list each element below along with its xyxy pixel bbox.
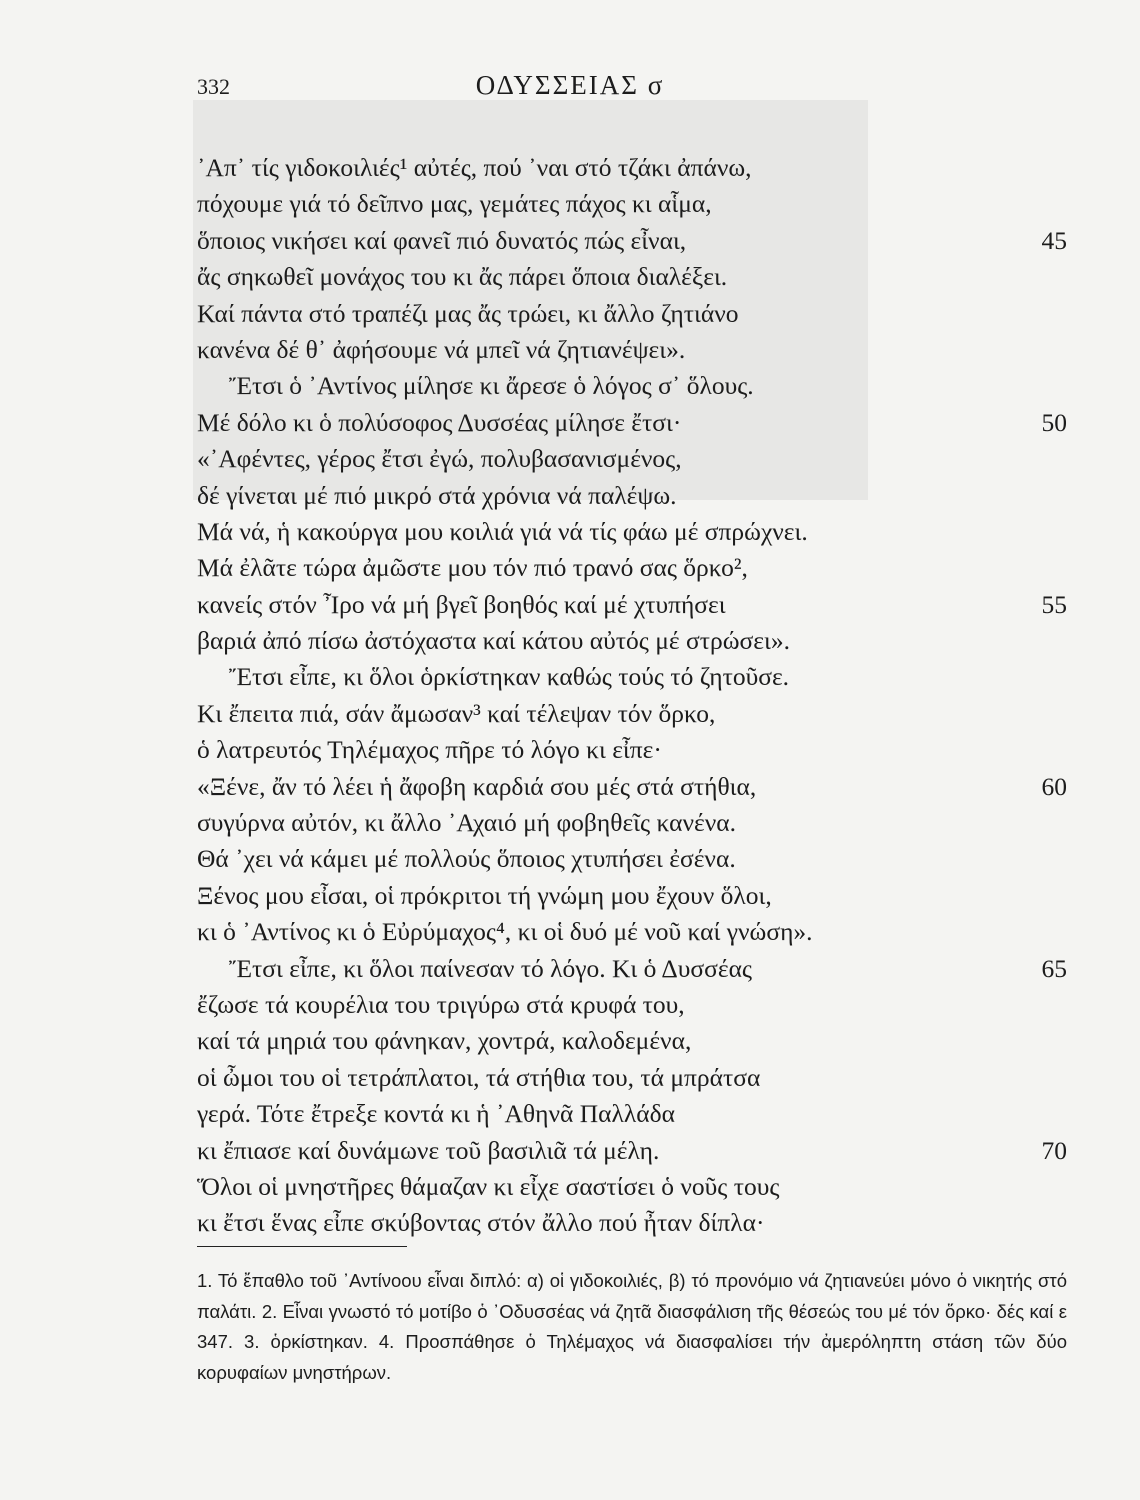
- verse-text: Ἔτσι ὁ ᾿Αντίνος μίλησε κι ἄρεσε ὁ λόγος σ᾿ ὅλους.: [229, 371, 754, 401]
- verse-text: κι ὁ ᾿Αντίνος κι ὁ Εὐρύμαχος⁴, κι οἱ δυό μέ νοῦ καί γνώση».: [197, 917, 813, 947]
- verse-line: [197, 441, 1067, 477]
- verse-line: [197, 332, 1067, 368]
- running-head: ΟΔΥΣΣΕΙΑΣ σ: [475, 70, 665, 100]
- verse-line: [197, 478, 1067, 514]
- verse-line: [197, 587, 1067, 623]
- verse-line: [197, 659, 1067, 695]
- verse-line: [197, 987, 1067, 1023]
- verse-line: [197, 550, 1067, 586]
- line-number: 70: [1041, 1135, 1067, 1165]
- verse-text: Καί πάντα στό τραπέζι μας ἄς τρώει, κι ἄλλο ζητιάνο: [197, 298, 739, 328]
- verse-line: [197, 623, 1067, 659]
- footnote-rule: [197, 1246, 407, 1247]
- verse-line: [197, 186, 1067, 222]
- verse-line: [197, 951, 1067, 987]
- verse-line: [197, 696, 1067, 732]
- verse-text: «Ξένε, ἄν τό λέει ἡ ἄφοβη καρδιά σου μές στά στήθια,: [197, 771, 757, 801]
- verse-text: οἱ ὦμοι του οἱ τετράπλατοι, τά στήθια του, τά μπράτσα: [197, 1062, 761, 1092]
- verse-line: [197, 1096, 1067, 1132]
- verse-text: καί τά μηριά του φάνηκαν, χοντρά, καλοδεμένα,: [197, 1026, 692, 1056]
- verse-block: [197, 150, 1067, 1242]
- page-number: 332: [197, 74, 230, 99]
- verse-line: [197, 1169, 1067, 1205]
- verse-line: [197, 150, 1067, 186]
- verse-line: [197, 1060, 1067, 1096]
- verse-text: Μά νά, ἡ κακούργα μου κοιλιά γιά νά τίς φάω μέ σπρώχνει.: [197, 516, 808, 546]
- verse-line: [197, 1133, 1067, 1169]
- verse-line: [197, 914, 1067, 950]
- line-number: 55: [1041, 589, 1067, 619]
- verse-text: Ὅλοι οἱ μνηστῆρες θάμαζαν κι εἶχε σαστίσει ὁ νοῦς τους: [197, 1171, 780, 1201]
- verse-text: Ἔτσι εἶπε, κι ὅλοι παίνεσαν τό λόγο. Κι ὁ Δυσσέας: [229, 953, 753, 983]
- verse-text: Κι ἔπειτα πιά, σάν ἄμωσαν³ καί τέλεψαν τόν ὅρκο,: [197, 698, 716, 728]
- verse-text: Θά ᾿χει νά κάμει μέ πολλούς ὅποιος χτυπήσει ἐσένα.: [197, 844, 736, 874]
- verse-line: [197, 732, 1067, 768]
- line-number: 65: [1041, 953, 1067, 983]
- verse-text: Μέ δόλο κι ὁ πολύσοφος Δυσσέας μίλησε ἔτσι·: [197, 407, 682, 437]
- verse-text: ὅποιος νικήσει καί φανεῖ πιό δυνατός πώς εἶναι,: [197, 225, 687, 255]
- verse-line: [197, 368, 1067, 404]
- verse-line: [197, 1023, 1067, 1059]
- verse-text: ᾿Απ᾿ τίς γιδοκοιλιές¹ αὐτές, πού ᾿ναι στό τζάκι ἀπάνω,: [197, 153, 752, 182]
- verse-line: [197, 514, 1067, 550]
- verse-line: [197, 878, 1067, 914]
- verse-text: ὁ λατρευτός Τηλέμαχος πῆρε τό λόγο κι εἶπε·: [197, 735, 662, 765]
- verse-text: συγύρνα αὐτόν, κι ἄλλο ᾿Αχαιό μή φοβηθεῖς κανένα.: [197, 808, 736, 838]
- verse-text: πόχουμε γιά τό δεῖπνο μας, γεμάτες πάχος κι αἷμα,: [197, 189, 712, 219]
- verse-line: [197, 841, 1067, 877]
- verse-text: δέ γίνεται μέ πιό μικρό στά χρόνια νά παλέψω.: [197, 480, 677, 510]
- verse-text: κανένα δέ θ᾿ ἀφήσουμε νά μπεῖ νά ζητιανέψει».: [197, 334, 686, 364]
- verse-line: [197, 769, 1067, 805]
- verse-line: [197, 259, 1067, 295]
- verse-text: κι ἔτσι ἕνας εἶπε σκύβοντας στόν ἄλλο πού ἦταν δίπλα·: [197, 1208, 765, 1238]
- verse-text: κανείς στόν Ἶρο νά μή βγεῖ βοηθός καί μέ χτυπήσει: [197, 589, 726, 619]
- verse-text: κι ἔπιασε καί δυνάμωνε τοῦ βασιλιᾶ τά μέλη.: [197, 1135, 660, 1165]
- verse-line: [197, 1205, 1067, 1241]
- verse-line: [197, 405, 1067, 441]
- verse-text: ἄς σηκωθεῖ μονάχος του κι ἄς πάρει ὅποια διαλέξει.: [197, 262, 728, 292]
- verse-text: Ἔτσι εἶπε, κι ὅλοι ὁρκίστηκαν καθώς τούς τό ζητοῦσε.: [229, 662, 790, 692]
- footnotes: 1. Τό ἔπαθλο τοῦ ᾿Αντίνοου εἶναι διπλό: α) οἱ γιδοκοιλιές, β) τό προνόμιο νά ζητιανεύει μόνο ὁ νικητής στό παλάτι. 2. Εἶναι γνωστό τό μοτίβο ὁ ᾿Οδυσσέας νά ζητᾶ διασφάλιση τῆς θέσεώς του μέ τόν ὅρκο· δές καί ε 347. 3. ὁρκίστηκαν. 4. Προσπάθησε ὁ Τηλέμαχος νά διασφαλίσει τήν ἀμερόληπτη στάση τῶν δύο κορυφαίων μνηστήρων.: [197, 1270, 1067, 1383]
- line-number: 60: [1041, 771, 1067, 801]
- line-number: 45: [1041, 225, 1067, 255]
- verse-text: γερά. Τότε ἔτρεξε κοντά κι ἡ ᾿Αθηνᾶ Παλλάδα: [197, 1099, 675, 1129]
- verse-text: Ξένος μου εἶσαι, οἱ πρόκριτοι τή γνώμη μου ἔχουν ὅλοι,: [197, 880, 772, 910]
- verse-text: Μά ἐλᾶτε τώρα ἀμῶστε μου τόν πιό τρανό σας ὅρκο²,: [197, 553, 748, 583]
- verse-line: [197, 223, 1067, 259]
- verse-text: «᾿Αφέντες, γέρος ἔτσι ἐγώ, πολυβασανισμένος,: [197, 444, 682, 474]
- verse-text: ἔζωσε τά κουρέλια του τριγύρω στά κρυφά του,: [197, 989, 685, 1019]
- verse-line: [197, 296, 1067, 332]
- line-number: 50: [1041, 407, 1067, 437]
- verse-text: βαριά ἀπό πίσω ἀστόχαστα καί κάτου αὐτός μέ στρώσει».: [197, 626, 790, 656]
- verse-line: [197, 805, 1067, 841]
